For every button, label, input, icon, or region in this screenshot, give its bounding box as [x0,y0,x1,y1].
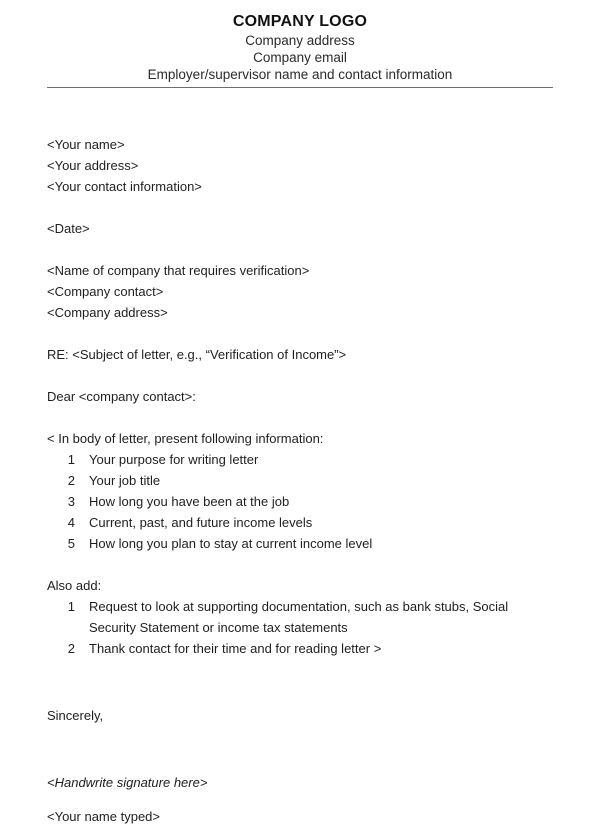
recipient-block [47,260,553,323]
letter-body [0,88,600,827]
also-add-block [47,575,553,596]
signature-placeholder: <Handwrite signature here> [47,775,208,790]
body-intro-line: < In body of letter, present following information: [47,431,324,446]
letterhead [0,0,600,88]
list-item-label: Your job title [89,473,161,488]
list-item [47,470,553,491]
date-line: <Date> [47,221,90,236]
also-add-label: Also add: [47,578,102,593]
list-item-label: Your purpose for writing letter [89,452,259,467]
supervisor-contact-line: Employer/supervisor name and contact information [147,67,453,82]
list-item-label: Request to look at supporting documentation, such as bank stubs, Social Security Statement or income tax statements [89,599,509,635]
company-email-line: Company email [253,50,347,65]
list-item [47,638,553,659]
sender-block [47,134,553,197]
list-item [47,533,553,554]
list-item-number: 1 [67,599,75,614]
also-add-list [47,596,553,659]
recipient-contact: <Company contact> [47,284,164,299]
list-item-label: Current, past, and future income levels [89,515,313,530]
sender-name: <Your name> [47,137,125,152]
company-logo-title: COMPANY LOGO [232,13,368,30]
list-item-number: 4 [67,515,75,530]
typed-name-line: <Your name typed> [47,809,160,824]
date-block [47,218,553,239]
subject-block [47,344,553,365]
company-address-line: Company address [245,33,355,48]
list-item [47,596,553,638]
body-intro-block [47,428,553,449]
closing-block [47,705,553,726]
salutation-block [47,386,553,407]
list-item [47,449,553,470]
list-item-number: 2 [67,473,75,488]
salutation-line: Dear <company contact>: [47,389,196,404]
list-item-number: 2 [67,641,75,656]
list-item-label: How long you plan to stay at current income level [89,536,373,551]
typed-name-block [47,806,553,827]
recipient-company: <Name of company that requires verification> [47,263,310,278]
subject-line: RE: <Subject of letter, e.g., “Verification of Income”> [47,347,347,362]
list-item-label: Thank contact for their time and for reading letter > [89,641,382,656]
list-item-number: 1 [67,452,75,467]
sender-address: <Your address> [47,158,139,173]
body-information-list [47,449,553,554]
list-item-number: 5 [67,536,75,551]
list-item [47,512,553,533]
signature-block [47,772,553,793]
recipient-address: <Company address> [47,305,168,320]
list-item-number: 3 [67,494,75,509]
list-item [47,491,553,512]
closing-line: Sincerely, [47,708,104,723]
list-item-label: How long you have been at the job [89,494,290,509]
sender-contact: <Your contact information> [47,179,202,194]
